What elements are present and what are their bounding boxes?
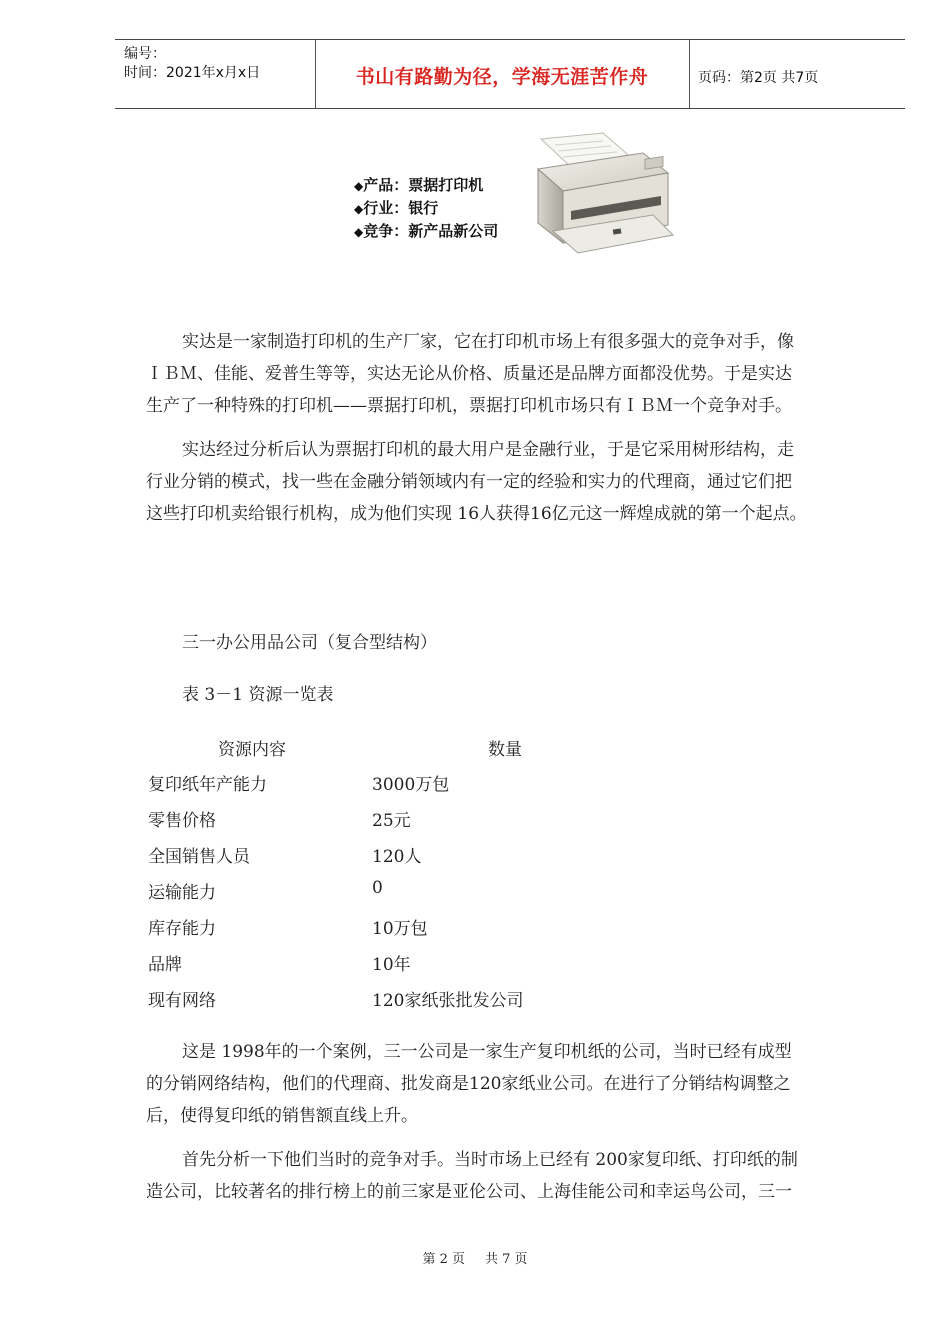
table-cell-value: 120家纸张批发公司 — [372, 991, 524, 1011]
table-cell-value: 10万包 — [372, 919, 428, 939]
diamond-bullet-icon: ◆ — [354, 202, 364, 216]
diamond-bullet-icon: ◆ — [354, 179, 364, 193]
paragraph-line: 后，使得复印纸的销售额直线上升。 — [146, 1106, 418, 1126]
page-footer — [0, 1248, 950, 1267]
table-cell-value: 25元 — [372, 811, 411, 831]
table-cell-item: 全国销售人员 — [148, 847, 250, 867]
table-cell-item: 品牌 — [148, 955, 182, 975]
paragraph-3 — [146, 1036, 876, 1132]
table-cell-item: 零售价格 — [148, 811, 216, 831]
paragraph-line: 造公司，比较著名的排行榜上的前三家是亚伦公司、上海佳能公司和幸运鸟公司，三一 — [146, 1182, 792, 1202]
header-page-cell — [690, 40, 905, 108]
time-label: 时间：2021年x月x日 — [124, 65, 261, 81]
paragraph-4 — [146, 1144, 876, 1208]
motto: 书山有路勤为径，学海无涯苦作舟 — [355, 66, 649, 88]
paragraph-line: 这是 1998年的一个案例，三一公司是一家生产复印机纸的公司，当时已经有成型 — [182, 1042, 792, 1062]
paragraph-line: 这些打印机卖给银行机构，成为他们实现 16人获得16亿元这一辉煌成就的第一个起点。 — [146, 504, 807, 524]
page-label: 页码：第2页 共7页 — [698, 70, 819, 86]
table-caption: 表 3－1 资源一览表 — [182, 685, 334, 705]
section-title: 三一办公用品公司（复合型结构） — [182, 633, 437, 653]
footer-page: 第 2 页 — [422, 1252, 465, 1267]
page-header — [115, 39, 905, 109]
figure-line-competition: ◆竞争：新产品新公司 — [354, 222, 499, 240]
product-figure — [348, 131, 678, 256]
paragraph-line: 生产了一种特殊的打印机——票据打印机，票据打印机市场只有ＩＢＭ一个竞争对手。 — [146, 396, 792, 416]
header-motto-cell — [315, 40, 690, 108]
table-cell-item: 库存能力 — [148, 919, 216, 939]
table-cell-item: 运输能力 — [148, 883, 216, 903]
table-header-item: 资源内容 — [218, 740, 286, 760]
table-cell-item: 复印纸年产能力 — [148, 775, 267, 795]
printer-image — [533, 131, 678, 256]
table-cell-value: 3000万包 — [372, 775, 450, 795]
figure-line-industry: ◆行业：银行 — [354, 199, 439, 217]
paragraph-line: 的分销网络结构，他们的代理商、批发商是120家纸业公司。在进行了分销结构调整之 — [146, 1074, 791, 1094]
header-info-cell — [115, 40, 316, 108]
number-label: 编号： — [124, 46, 166, 62]
paragraph-line: ＩＢＭ、佳能、爱普生等等，实达无论从价格、质量还是品牌方面都没优势。于是实达 — [146, 364, 792, 384]
paragraph-2 — [146, 434, 876, 530]
footer-total: 共 7 页 — [485, 1252, 528, 1267]
paragraph-line: 实达是一家制造打印机的生产厂家，它在打印机市场上有很多强大的竞争对手，像 — [182, 332, 794, 352]
table-cell-value: 0 — [372, 878, 383, 898]
diamond-bullet-icon: ◆ — [354, 225, 364, 239]
table-header-quantity: 数量 — [488, 740, 522, 760]
figure-text — [354, 174, 498, 243]
figure-line-product: ◆产品：票据打印机 — [354, 176, 484, 194]
table-cell-value: 120人 — [372, 847, 422, 867]
paragraph-line: 实达经过分析后认为票据打印机的最大用户是金融行业，于是它采用树形结构，走 — [182, 440, 794, 460]
table-cell-item: 现有网络 — [148, 991, 216, 1011]
table-cell-value: 10年 — [372, 955, 411, 975]
paragraph-1 — [146, 326, 876, 422]
paragraph-line: 首先分析一下他们当时的竞争对手。当时市场上已经有 200家复印纸、打印纸的制 — [182, 1150, 798, 1170]
paragraph-line: 行业分销的模式，找一些在金融分销领域内有一定的经验和实力的代理商，通过它们把 — [146, 472, 792, 492]
